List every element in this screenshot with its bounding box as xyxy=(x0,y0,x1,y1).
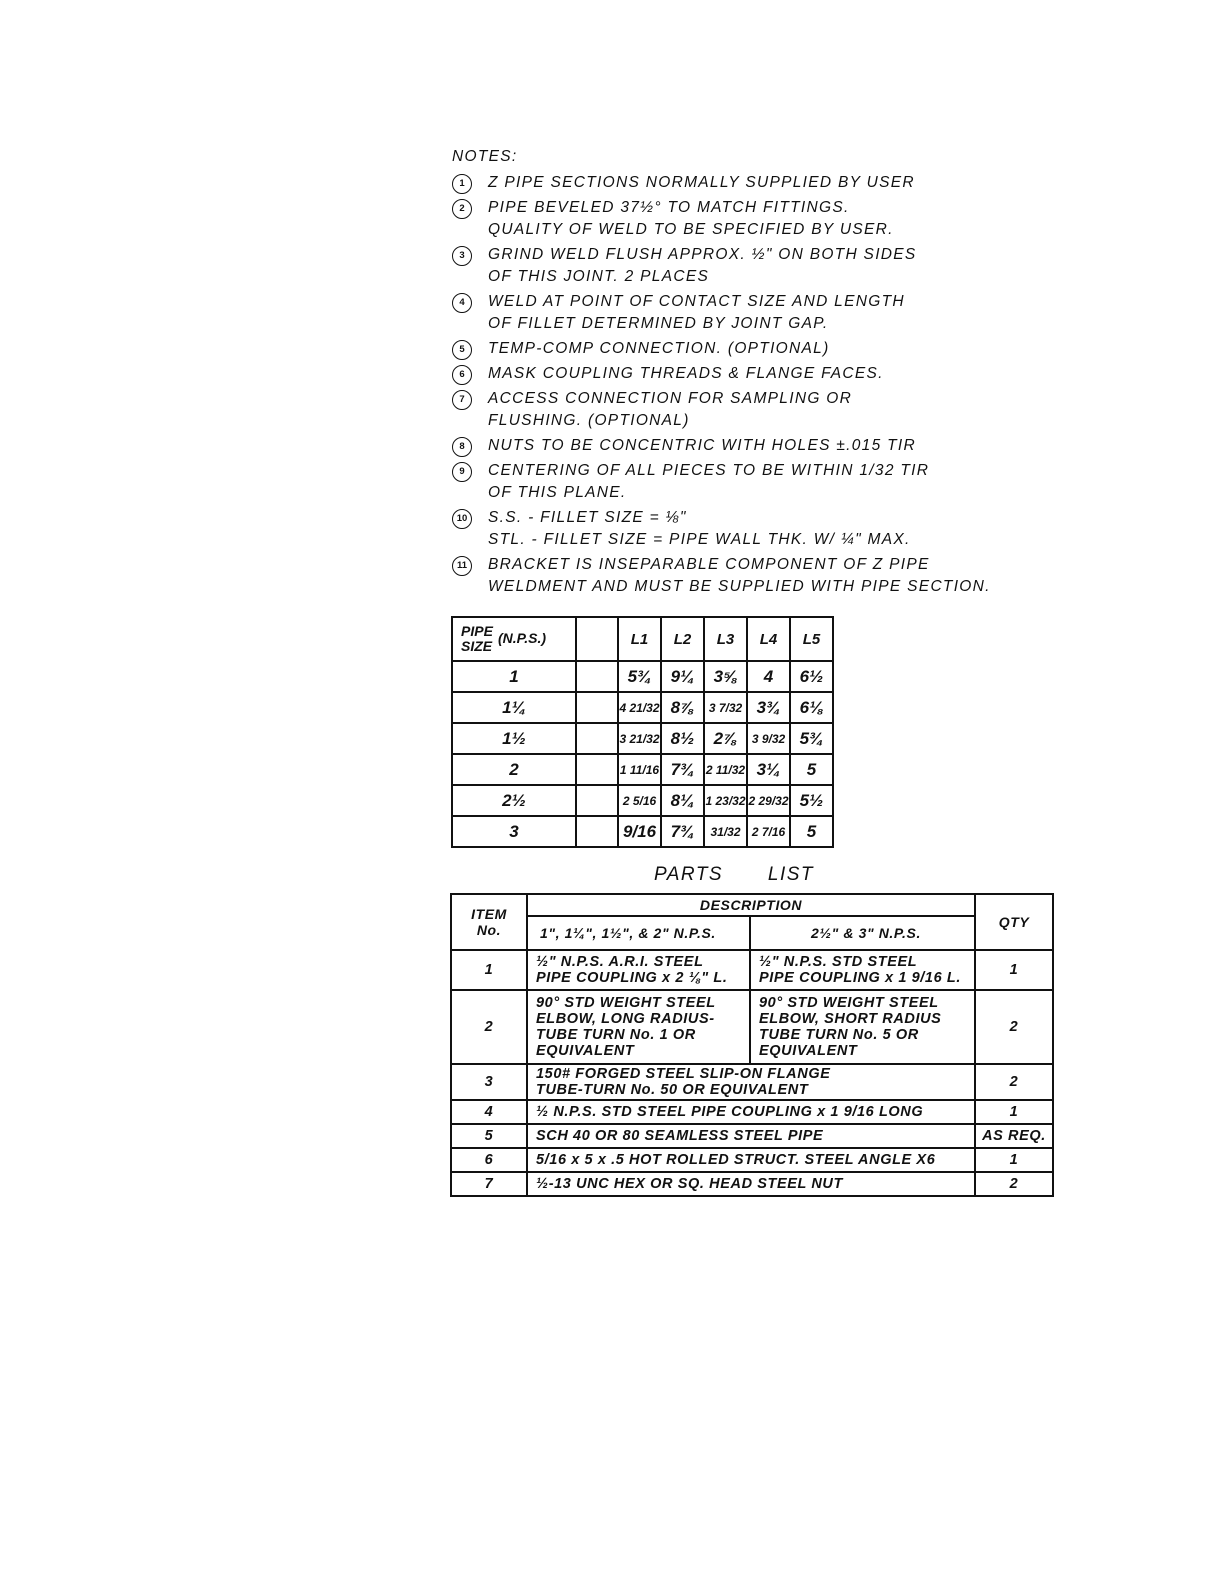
note-text: BRACKET IS INSEPARABLE COMPONENT OF Z PIPE WELDMENT AND MUST BE SUPPLIED WITH PIPE SECTION. xyxy=(488,556,991,595)
note-item xyxy=(452,244,1062,288)
note-text: NUTS TO BE CONCENTRIC WITH HOLES ±.015 TIR xyxy=(488,437,916,454)
note-number-circle: 4 xyxy=(452,293,472,313)
parts-row xyxy=(451,990,1053,1064)
pipe-size-cell: 1½ xyxy=(452,723,576,754)
note-item xyxy=(452,291,1062,335)
blank-cell xyxy=(576,692,618,723)
blank-cell xyxy=(576,785,618,816)
blank-cell xyxy=(576,816,618,847)
dimension-row xyxy=(452,661,833,692)
notes-title: NOTES: xyxy=(452,148,518,165)
dimension-row xyxy=(452,785,833,816)
note-text: GRIND WELD FLUSH APPROX. ½" ON BOTH SIDES OF THIS JOINT. 2 PLACES xyxy=(488,246,917,285)
note-item xyxy=(452,338,1062,360)
nrs-label: (N.P.S.) xyxy=(498,630,546,646)
pipe-size-cell: 2½ xyxy=(452,785,576,816)
note-text: TEMP-COMP CONNECTION. (OPTIONAL) xyxy=(488,340,830,357)
note-number-circle: 11 xyxy=(452,556,472,576)
qty-cell: AS REQ. xyxy=(975,1124,1053,1148)
parts-row xyxy=(451,950,1053,990)
pipe-size-cell: 2 xyxy=(452,754,576,785)
note-item xyxy=(452,363,1062,385)
note-text: Z PIPE SECTIONS NORMALLY SUPPLIED BY USER xyxy=(488,174,915,191)
dimension-value-cell: 1 23/32 xyxy=(704,785,747,816)
dimension-value-cell: 3 7/32 xyxy=(704,692,747,723)
note-item xyxy=(452,460,1062,504)
dimension-value-cell: 3¼ xyxy=(747,754,790,785)
dimension-value-cell: 2⅞ xyxy=(704,723,747,754)
blank-header xyxy=(576,617,618,661)
dimension-row xyxy=(452,754,833,785)
description-small-size-cell: ½" N.P.S. A.R.I. STEEL PIPE COUPLING x 2 ⅛" L. xyxy=(527,950,750,990)
dimension-value-cell: 4 xyxy=(747,661,790,692)
dimension-value-cell: 9¼ xyxy=(661,661,704,692)
dimension-value-cell: 3¾ xyxy=(747,692,790,723)
description-cell: 150# FORGED STEEL SLIP-ON FLANGE TUBE-TURN No. 50 OR EQUIVALENT xyxy=(527,1064,975,1100)
qty-cell: 1 xyxy=(975,1148,1053,1172)
pipe-size-label: PIPE SIZE xyxy=(461,623,493,654)
blank-cell xyxy=(576,754,618,785)
dimension-value-cell: 1 11/16 xyxy=(618,754,661,785)
description-small-size-cell: 90° STD WEIGHT STEEL ELBOW, LONG RADIUS- TUBE TURN No. 1 OR EQUIVALENT xyxy=(527,990,750,1064)
dimension-table-body xyxy=(452,661,833,847)
dimension-row xyxy=(452,723,833,754)
parts-subheader-row xyxy=(451,916,1053,950)
item-number-cell: 5 xyxy=(451,1124,527,1148)
note-number-circle: 1 xyxy=(452,174,472,194)
note-number-circle: 7 xyxy=(452,390,472,410)
dimension-value-cell: 6½ xyxy=(790,661,833,692)
dimension-value-cell: 3⅝ xyxy=(704,661,747,692)
dimension-value-cell: 2 11/32 xyxy=(704,754,747,785)
dimension-value-cell: 3 9/32 xyxy=(747,723,790,754)
item-number-cell: 6 xyxy=(451,1148,527,1172)
dimension-value-cell: 2 29/32 xyxy=(747,785,790,816)
qty-cell: 2 xyxy=(975,1172,1053,1196)
note-item xyxy=(452,172,1062,194)
parts-header-row xyxy=(451,894,1053,916)
pipe-size-cell: 1¼ xyxy=(452,692,576,723)
dimension-value-cell: 5 xyxy=(790,816,833,847)
item-number-cell: 4 xyxy=(451,1100,527,1124)
note-number-circle: 8 xyxy=(452,437,472,457)
dimension-row xyxy=(452,692,833,723)
col-header-l1: L1 xyxy=(618,617,661,661)
note-text: CENTERING OF ALL PIECES TO BE WITHIN 1/32 TIR OF THIS PLANE. xyxy=(488,462,930,501)
note-item xyxy=(452,197,1062,241)
dimension-value-cell: 5¾ xyxy=(618,661,661,692)
col-header-l2: L2 xyxy=(661,617,704,661)
dimension-value-cell: 5¾ xyxy=(790,723,833,754)
dimension-value-cell: 4 21/32 xyxy=(618,692,661,723)
col-header-l3: L3 xyxy=(704,617,747,661)
note-text: S.S. - FILLET SIZE = ⅛" STL. - FILLET SIZE = PIPE WALL THK. W/ ¼" MAX. xyxy=(488,509,911,548)
parts-row xyxy=(451,1064,1053,1100)
dimension-value-cell: 3 21/32 xyxy=(618,723,661,754)
qty-header: QTY xyxy=(975,894,1053,950)
dimension-table-header xyxy=(452,617,833,661)
item-number-cell: 7 xyxy=(451,1172,527,1196)
note-number-circle: 6 xyxy=(452,365,472,385)
qty-cell: 2 xyxy=(975,1064,1053,1100)
qty-cell: 2 xyxy=(975,990,1053,1064)
dimension-value-cell: 31/32 xyxy=(704,816,747,847)
note-number-circle: 5 xyxy=(452,340,472,360)
note-item xyxy=(452,507,1062,551)
dimension-value-cell: 8½ xyxy=(661,723,704,754)
notes-list xyxy=(452,172,1062,598)
note-text: PIPE BEVELED 37½° TO MATCH FITTINGS. QUALITY OF WELD TO BE SPECIFIED BY USER. xyxy=(488,199,894,238)
description-large-size-cell: ½" N.P.S. STD STEEL PIPE COUPLING x 1 9/16 L. xyxy=(750,950,975,990)
qty-cell: 1 xyxy=(975,1100,1053,1124)
description-cell: ½ N.P.S. STD STEEL PIPE COUPLING x 1 9/16 LONG xyxy=(527,1100,975,1124)
blank-cell xyxy=(576,723,618,754)
dimension-value-cell: 5½ xyxy=(790,785,833,816)
item-number-cell: 2 xyxy=(451,990,527,1064)
notes-section xyxy=(452,146,1062,601)
col-header-l5: L5 xyxy=(790,617,833,661)
item-number-cell: 1 xyxy=(451,950,527,990)
description-large-size-cell: 90° STD WEIGHT STEEL ELBOW, SHORT RADIUS TUBE TURN No. 5 OR EQUIVALENT xyxy=(750,990,975,1064)
blank-cell xyxy=(576,661,618,692)
dimension-value-cell: 2 5/16 xyxy=(618,785,661,816)
parts-list-table xyxy=(450,893,1054,1197)
dimension-row xyxy=(452,816,833,847)
note-text: ACCESS CONNECTION FOR SAMPLING OR FLUSHING. (OPTIONAL) xyxy=(488,390,853,429)
qty-cell: 1 xyxy=(975,950,1053,990)
note-number-circle: 2 xyxy=(452,199,472,219)
description-header: DESCRIPTION xyxy=(527,894,975,916)
dimension-value-cell: 7¾ xyxy=(661,754,704,785)
item-no-header: ITEM No. xyxy=(451,894,527,950)
parts-list-title: PARTS LIST xyxy=(654,864,814,885)
parts-row xyxy=(451,1124,1053,1148)
dimension-table xyxy=(451,616,834,848)
note-text: MASK COUPLING THREADS & FLANGE FACES. xyxy=(488,365,884,382)
large-size-header: 2½" & 3" N.P.S. xyxy=(750,916,975,950)
small-size-header: 1", 1¼", 1½", & 2" N.P.S. xyxy=(527,916,750,950)
note-number-circle: 9 xyxy=(452,462,472,482)
dimension-value-cell: 7¾ xyxy=(661,816,704,847)
parts-row xyxy=(451,1172,1053,1196)
dimension-value-cell: 8⅞ xyxy=(661,692,704,723)
dimension-value-cell: 6⅛ xyxy=(790,692,833,723)
note-item xyxy=(452,554,1062,598)
note-number-circle: 10 xyxy=(452,509,472,529)
note-text: WELD AT POINT OF CONTACT SIZE AND LENGTH OF FILLET DETERMINED BY JOINT GAP. xyxy=(488,293,905,332)
description-cell: ½-13 UNC HEX OR SQ. HEAD STEEL NUT xyxy=(527,1172,975,1196)
dimension-value-cell: 5 xyxy=(790,754,833,785)
description-cell: 5/16 x 5 x .5 HOT ROLLED STRUCT. STEEL ANGLE X6 xyxy=(527,1148,975,1172)
note-item xyxy=(452,388,1062,432)
pipe-size-cell: 1 xyxy=(452,661,576,692)
dimension-value-cell: 2 7/16 xyxy=(747,816,790,847)
parts-list-body xyxy=(451,950,1053,1196)
dimension-value-cell: 8¼ xyxy=(661,785,704,816)
item-number-cell: 3 xyxy=(451,1064,527,1100)
note-item xyxy=(452,435,1062,457)
parts-row xyxy=(451,1148,1053,1172)
dimension-value-cell: 9/16 xyxy=(618,816,661,847)
pipe-size-header xyxy=(452,617,576,661)
parts-row xyxy=(451,1100,1053,1124)
description-cell: SCH 40 OR 80 SEAMLESS STEEL PIPE xyxy=(527,1124,975,1148)
col-header-l4: L4 xyxy=(747,617,790,661)
pipe-size-cell: 3 xyxy=(452,816,576,847)
note-number-circle: 3 xyxy=(452,246,472,266)
